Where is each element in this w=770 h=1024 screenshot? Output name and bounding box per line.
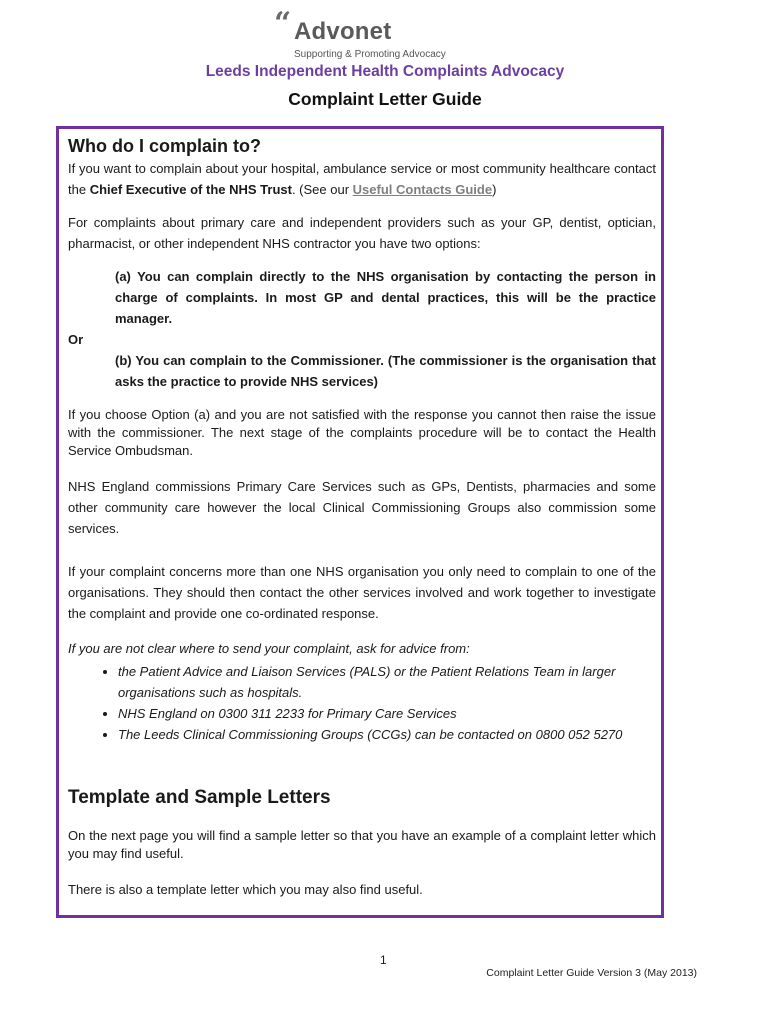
paragraph-multiple-orgs: If your complaint concerns more than one NHS organisation you only need to complain to one of the organisations. They should then contact the other services involved and work together to investigate the complaint and provide one co-ordinated response. — [68, 564, 656, 621]
list-item: • NHS England on 0300 311 2233 for Primary Care Services — [118, 703, 656, 724]
logo-quote-mark: “ — [274, 6, 292, 41]
section-heading-templates: Template and Sample Letters — [68, 787, 331, 808]
advice-intro: If you are not clear where to send your complaint, ask for advice from: — [68, 641, 470, 656]
paragraph-text: If you want to complain about your hospital, ambulance service or most community healthcare contact the — [68, 161, 656, 197]
paragraph-primary-care: For complaints about primary care and independent providers such as your GP, dentist, optician, pharmacist, or other independent NHS contractor you have two options: — [68, 215, 656, 251]
paragraph-sample-letter: On the next page you will find a sample letter so that you have an example of a complaint letter which you may find useful. — [68, 828, 656, 861]
option-b: (b) You can complain to the Commissioner. (The commissioner is the organisation that asks the practice to provide NHS services) — [115, 353, 656, 389]
document-title: Complaint Letter Guide — [288, 89, 482, 109]
document-body — [68, 134, 656, 900]
useful-contacts-guide-link[interactable]: Useful Contacts Guide — [352, 182, 493, 197]
advonet-logo — [270, 6, 500, 60]
list-item: • the Patient Advice and Liaison Services (PALS) or the Patient Relations Team in larger organisations such as hospitals. — [118, 661, 656, 703]
paragraph-text: ) — [492, 182, 497, 197]
paragraph-nhs-england: NHS England commissions Primary Care Services such as GPs, Dentists, pharmacies and some other community care however the local Clinical Commissioning Groups also commission some services. — [68, 479, 656, 536]
chief-executive-text: Chief Executive of the NHS Trust — [89, 182, 292, 197]
paragraph-text: . (See our — [291, 182, 353, 197]
or-label: Or — [68, 332, 84, 347]
logo-tagline: Supporting & Promoting Advocacy — [294, 49, 446, 60]
paragraph-trust-contact — [68, 158, 656, 200]
logo-name: Advonet — [294, 18, 392, 45]
advice-list — [68, 661, 656, 745]
option-a: (a) You can complain directly to the NHS organisation by contacting the person in charge of complaints. In most GP and dental practices, this will be the practice manager. — [115, 269, 656, 326]
page-number: 1 — [380, 953, 387, 967]
list-item: • The Leeds Clinical Commissioning Groups (CCGs) can be contacted on 0800 052 5270 — [118, 724, 656, 745]
organisation-title: Leeds Independent Health Complaints Advocacy — [205, 63, 565, 80]
footer-version: Complaint Letter Guide Version 3 (May 2013) — [486, 967, 697, 979]
paragraph-template-letter: There is also a template letter which you may also find useful. — [68, 882, 423, 897]
section-heading-who: Who do I complain to? — [68, 136, 261, 156]
paragraph-option-a-note: If you choose Option (a) and you are not satisfied with the response you cannot then raise the issue with the commissioner. The next stage of the complaints procedure will be to contact the Health Service Ombudsman. — [68, 407, 656, 458]
